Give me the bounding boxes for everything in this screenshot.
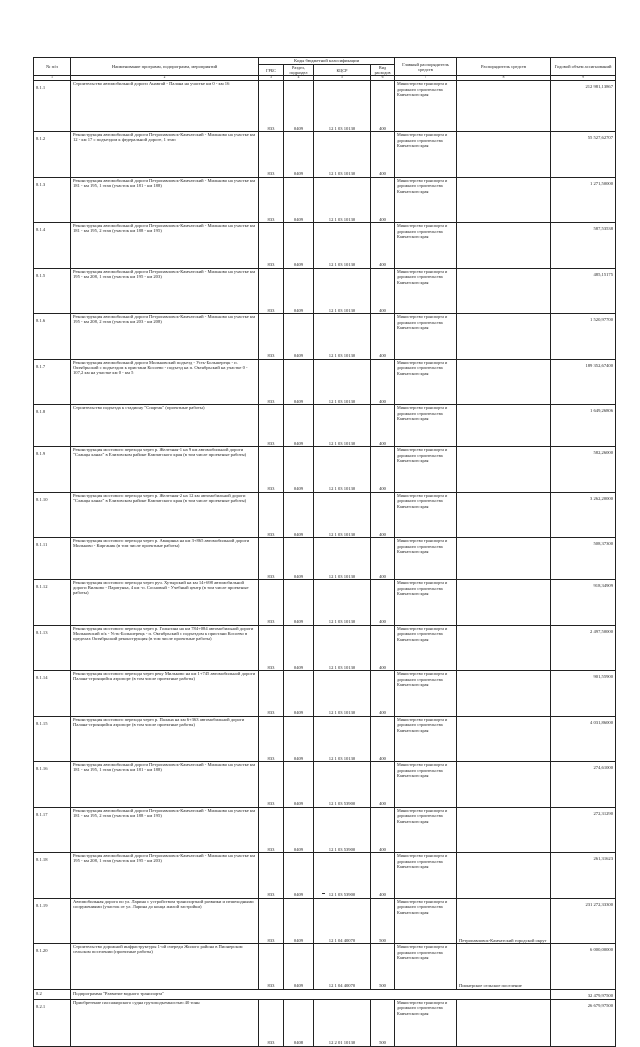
row-main-admin: Министерство транспорта и дорожного строительства Камчатского края <box>395 492 457 538</box>
row-amount: 189 352,67400 <box>551 359 616 405</box>
row-ksr: 12 1 03 10130 <box>314 492 371 538</box>
last-row-num: 8.2.1 <box>34 999 71 1046</box>
row-admin <box>457 716 551 762</box>
header-index-cell: 9 <box>551 76 616 81</box>
table-row <box>34 314 616 360</box>
row-vid: 400 <box>371 671 395 717</box>
row-ksr: 12 1 03 10130 <box>314 314 371 360</box>
row-grbs: 833 <box>259 405 284 447</box>
row-amount: 274,61000 <box>551 762 616 808</box>
row-grbs: 833 <box>259 177 284 223</box>
row-amount: 508,37300 <box>551 538 616 580</box>
row-grbs: 833 <box>259 716 284 762</box>
row-grbs: 833 <box>259 314 284 360</box>
row-amount: 3 262,20000 <box>551 492 616 538</box>
row-admin <box>457 762 551 808</box>
row-admin <box>457 314 551 360</box>
row-admin <box>457 177 551 223</box>
page-mark <box>322 893 325 894</box>
row-name: Реконструкция мостового перехода через р. Палана на км 6+363 автомобильной дороги Палана-строящийся аэропорт (в том числе проектные работы) <box>71 716 259 762</box>
row-admin <box>457 807 551 853</box>
row-ksr: 12 1 03 10130 <box>314 268 371 314</box>
row-number: 8.1.15 <box>34 716 71 762</box>
row-vid: 400 <box>371 853 395 899</box>
section-name: Подпрограмма "Развитие водного транспорта" <box>71 989 551 999</box>
row-razdel: 0409 <box>284 268 314 314</box>
header-codes: Коды бюджетной классификации <box>259 58 395 65</box>
row-admin <box>457 538 551 580</box>
row-number: 8.1.7 <box>34 359 71 405</box>
header-vid: Вид расходов <box>371 65 395 76</box>
row-admin <box>457 132 551 178</box>
row-vid: 500 <box>371 944 395 990</box>
section-number: 8.2 <box>34 989 71 999</box>
table-row <box>34 132 616 178</box>
row-amount: 1 520,97700 <box>551 314 616 360</box>
row-vid: 400 <box>371 762 395 808</box>
table-row <box>34 580 616 626</box>
row-number: 8.1.8 <box>34 405 71 447</box>
row-name: Реконструкция автомобильной дороги Петропавловск-Камчатский - Мильково на участке км 181 - км 195, 2 этап (участок км 188 - км 195) <box>71 807 259 853</box>
last-row-grbs: 833 <box>259 999 284 1046</box>
section-amount: 32 479,97500 <box>551 989 616 999</box>
row-vid: 400 <box>371 807 395 853</box>
table-row <box>34 807 616 853</box>
row-number: 8.1.9 <box>34 447 71 493</box>
row-amount: 212 981,13867 <box>551 81 616 132</box>
row-ksr: 12 1 04 40070 <box>314 898 371 944</box>
row-admin <box>457 580 551 626</box>
row-main-admin: Министерство транспорта и дорожного строительства Камчатского края <box>395 898 457 944</box>
row-vid: 500 <box>371 898 395 944</box>
row-number: 8.1.19 <box>34 898 71 944</box>
row-vid: 400 <box>371 580 395 626</box>
row-name: Реконструкция мостового перехода через р. Авацинка на км 3+865 автомобильной дороги Мильково - Кирганик (в том числе проектные работы) <box>71 538 259 580</box>
row-number: 8.1.17 <box>34 807 71 853</box>
budget-table <box>33 57 616 1047</box>
table-row <box>34 944 616 990</box>
row-number: 8.1.20 <box>34 944 71 990</box>
row-main-admin: Министерство транспорта и дорожного строительства Камчатского края <box>395 762 457 808</box>
row-amount: 587,53538 <box>551 223 616 269</box>
header-amount: Годовой объем ассигнований <box>551 58 616 76</box>
table-row <box>34 999 616 1046</box>
row-razdel: 0409 <box>284 762 314 808</box>
row-name: Автомобильная дорога по ул. Ларина с устройством транспортной развязки и пешеходными сооружениями (участок от ул. Ларина до конца жилой застройки) <box>71 898 259 944</box>
row-main-admin: Министерство транспорта и дорожного строительства Камчатского края <box>395 716 457 762</box>
row-razdel: 0409 <box>284 81 314 132</box>
row-main-admin: Министерство транспорта и дорожного строительства Камчатского края <box>395 268 457 314</box>
row-amount: 1 649,26806 <box>551 405 616 447</box>
row-number: 8.1.5 <box>34 268 71 314</box>
row-razdel: 0409 <box>284 223 314 269</box>
row-razdel: 0409 <box>284 447 314 493</box>
row-main-admin: Министерство транспорта и дорожного строительства Камчатского края <box>395 447 457 493</box>
row-grbs: 833 <box>259 625 284 671</box>
row-vid: 400 <box>371 447 395 493</box>
last-row-amount: 26 679,97500 <box>551 999 616 1046</box>
row-number: 8.1.14 <box>34 671 71 717</box>
header-index-cell: 7 <box>395 76 457 81</box>
row-vid: 400 <box>371 177 395 223</box>
row-amount: 261,31623 <box>551 853 616 899</box>
row-ksr: 12 1 03 10130 <box>314 625 371 671</box>
row-ksr: 12 1 03 10130 <box>314 132 371 178</box>
row-name: Строительство подъезда к стадиону "Спартак" (проектные работы) <box>71 405 259 447</box>
table-row <box>34 177 616 223</box>
budget-table-sheet <box>33 57 615 1047</box>
row-razdel: 0409 <box>284 807 314 853</box>
table-row <box>34 853 616 899</box>
row-name: Реконструкция автомобильной дороги Петропавловск-Камчатский - Мильково на участке км 195 - км 208, 1 этап (участок км 195 - км 203) <box>71 853 259 899</box>
row-razdel: 0409 <box>284 177 314 223</box>
row-vid: 400 <box>371 359 395 405</box>
row-name: Реконструкция мостового перехода через р. Железная-2 на 12 км автомобильной дороги "Сланцы канал" в Елизовском районе Камчатского края (в том числе проектные работы) <box>71 492 259 538</box>
row-amount: 231 272,33300 <box>551 898 616 944</box>
row-razdel: 0409 <box>284 314 314 360</box>
row-main-admin: Министерство транспорта и дорожного строительства Камчатского края <box>395 132 457 178</box>
row-number: 8.1.18 <box>34 853 71 899</box>
row-grbs: 833 <box>259 538 284 580</box>
row-name: Строительство автомобильной дороги Анавгай - Палана на участке км 0 - км 16 <box>71 81 259 132</box>
row-name: Реконструкция мостового перехода через руч. Хутырский на км 14+698 автомобильной дороги Вилково - Паратунка, 4 км -п. Сосновый - Учебный центр (в том числе проектные работы) <box>71 580 259 626</box>
row-admin <box>457 223 551 269</box>
table-row <box>34 538 616 580</box>
row-grbs: 833 <box>259 223 284 269</box>
table-row <box>34 625 616 671</box>
row-amount: 918,34909 <box>551 580 616 626</box>
row-grbs: 833 <box>259 762 284 808</box>
row-vid: 400 <box>371 223 395 269</box>
row-name: Реконструкция мостового перехода через реку Мильково на км 1+745 автомобильной дороги Палана-строящийся аэропорт (в том числе проектные работы) <box>71 671 259 717</box>
row-number: 8.1.1 <box>34 81 71 132</box>
row-grbs: 833 <box>259 944 284 990</box>
row-ksr: 12 1 03 10130 <box>314 538 371 580</box>
row-amount: 1 271,50000 <box>551 177 616 223</box>
table-row <box>34 223 616 269</box>
header-razdel: Раздел, подраздел <box>284 65 314 76</box>
table-row <box>34 716 616 762</box>
header-admin: Распорядитель средств <box>457 58 551 76</box>
row-grbs: 833 <box>259 853 284 899</box>
row-ksr: 12 1 03 10130 <box>314 447 371 493</box>
row-admin <box>457 268 551 314</box>
table-row <box>34 268 616 314</box>
row-main-admin: Министерство транспорта и дорожного строительства Камчатского края <box>395 81 457 132</box>
row-admin <box>457 853 551 899</box>
row-main-admin: Министерство транспорта и дорожного строительства Камчатского края <box>395 405 457 447</box>
header-index-cell: 1 <box>34 76 71 81</box>
row-number: 8.1.13 <box>34 625 71 671</box>
row-number: 8.1.12 <box>34 580 71 626</box>
row-number: 8.1.10 <box>34 492 71 538</box>
row-vid: 400 <box>371 625 395 671</box>
row-vid: 400 <box>371 314 395 360</box>
row-amount: 6 000,00000 <box>551 944 616 990</box>
row-number: 8.1.16 <box>34 762 71 808</box>
row-admin: Петропавловск-Камчатский городской округ <box>457 898 551 944</box>
last-row-vid: 500 <box>371 999 395 1046</box>
table-row <box>34 405 616 447</box>
table-row <box>34 81 616 132</box>
row-ksr: 12 1 03 10130 <box>314 177 371 223</box>
last-row-resp: Министерство транспорта и дорожного строительства Камчатского края <box>395 999 457 1046</box>
row-name: Реконструкция мостового перехода через р. Голыгина на км 784+084 автомобильной дороги Мильковский п/к - Усть-Большерецк - п. Октябрьский с подъездом к пристани Косоево в пределах Октябрьский реконструкция (в том числе проектные работы) <box>71 625 259 671</box>
row-ksr: 12 1 03 53900 <box>314 762 371 808</box>
header-num: № п/п <box>34 58 71 76</box>
row-number: 8.1.6 <box>34 314 71 360</box>
row-admin <box>457 671 551 717</box>
row-name: Реконструкция автомобильной дороги Мильковский подъезд - Усть-Большерецк - п. Октябрьский с подъездом к пристани Косоево - подъезд на п. Октябрьский на участке 0 - 107,2 км на участке км 0 - км 5 <box>71 359 259 405</box>
header-index-cell: 3 <box>259 76 284 81</box>
row-razdel: 0409 <box>284 359 314 405</box>
row-razdel: 0409 <box>284 853 314 899</box>
row-razdel: 0409 <box>284 671 314 717</box>
row-main-admin: Министерство транспорта и дорожного строительства Камчатского края <box>395 580 457 626</box>
row-name: Реконструкция автомобильной дороги Петропавловск-Камчатский - Мильково на участке км 195 - км 208, 2 этап (участок км 203 - км 208) <box>71 314 259 360</box>
row-name: Реконструкция автомобильной дороги Петропавловск-Камчатский - Мильково на участке км 12 - км 17 с подъездом к федеральной дороге, 1 этап <box>71 132 259 178</box>
row-number: 8.1.4 <box>34 223 71 269</box>
header-index-cell: 8 <box>457 76 551 81</box>
row-vid: 400 <box>371 716 395 762</box>
section-row <box>34 989 616 999</box>
row-admin <box>457 359 551 405</box>
header-name: Наименование программ, подпрограмм, мероприятий <box>71 58 259 76</box>
table-row <box>34 447 616 493</box>
row-vid: 400 <box>371 405 395 447</box>
row-ksr: 12 1 03 10130 <box>314 580 371 626</box>
row-admin <box>457 81 551 132</box>
last-row-ksr: 12 2 01 10130 <box>314 999 371 1046</box>
row-main-admin: Министерство транспорта и дорожного строительства Камчатского края <box>395 538 457 580</box>
row-ksr: 12 1 03 53900 <box>314 853 371 899</box>
row-number: 8.1.2 <box>34 132 71 178</box>
row-main-admin: Министерство транспорта и дорожного строительства Камчатского края <box>395 625 457 671</box>
header-index-cell: 4 <box>284 76 314 81</box>
row-ksr: 12 1 03 10130 <box>314 716 371 762</box>
row-admin <box>457 625 551 671</box>
row-grbs: 833 <box>259 132 284 178</box>
row-main-admin: Министерство транспорта и дорожного строительства Камчатского края <box>395 177 457 223</box>
row-admin: Пионерское сельское поселение <box>457 944 551 990</box>
row-ksr: 12 1 03 10130 <box>314 223 371 269</box>
row-grbs: 833 <box>259 580 284 626</box>
row-razdel: 0409 <box>284 944 314 990</box>
row-name: Строительство дорожной инфраструктуры 1-ой очереди Жилого района в Пионерском сельском поселении (проектные работы) <box>71 944 259 990</box>
row-razdel: 0409 <box>284 625 314 671</box>
table-row <box>34 359 616 405</box>
row-grbs: 833 <box>259 807 284 853</box>
row-ksr: 12 1 03 10130 <box>314 81 371 132</box>
row-grbs: 833 <box>259 81 284 132</box>
header-grbs: ГРБС <box>259 65 284 76</box>
row-ksr: 12 1 03 53900 <box>314 807 371 853</box>
row-vid: 400 <box>371 268 395 314</box>
row-amount: 2 497,50000 <box>551 625 616 671</box>
row-main-admin: Министерство транспорта и дорожного строительства Камчатского края <box>395 807 457 853</box>
row-razdel: 0409 <box>284 405 314 447</box>
row-main-admin: Министерство транспорта и дорожного строительства Камчатского края <box>395 223 457 269</box>
row-admin <box>457 492 551 538</box>
row-amount: 272,31290 <box>551 807 616 853</box>
budget-table-body <box>34 81 616 1047</box>
row-main-admin: Министерство транспорта и дорожного строительства Камчатского края <box>395 359 457 405</box>
row-amount: 55 527,62707 <box>551 132 616 178</box>
row-amount: 485,15175 <box>551 268 616 314</box>
row-main-admin: Министерство транспорта и дорожного строительства Камчатского края <box>395 671 457 717</box>
header-index-cell: 6 <box>371 76 395 81</box>
row-ksr: 12 1 03 10130 <box>314 405 371 447</box>
row-ksr: 12 1 03 10130 <box>314 359 371 405</box>
table-row <box>34 762 616 808</box>
row-number: 8.1.3 <box>34 177 71 223</box>
row-ksr: 12 1 03 10130 <box>314 671 371 717</box>
row-grbs: 833 <box>259 671 284 717</box>
row-razdel: 0409 <box>284 538 314 580</box>
row-amount: 582,26000 <box>551 447 616 493</box>
last-row-name: Приобретение пассажирского судна грузоподъемностью 40 тонн <box>71 999 259 1046</box>
row-vid: 400 <box>371 538 395 580</box>
header-index-cell: 5 <box>314 76 371 81</box>
row-name: Реконструкция автомобильной дороги Петропавловск-Камчатский - Мильково на участке км 181 - км 195, 1 этап (участок км 181 - км 188) <box>71 762 259 808</box>
row-razdel: 0409 <box>284 492 314 538</box>
row-grbs: 833 <box>259 492 284 538</box>
last-row-razdel: 0408 <box>284 999 314 1046</box>
row-name: Реконструкция автомобильной дороги Петропавловск-Камчатский - Мильково на участке км 181 - км 195, 2 этап (участок км 188 - км 195) <box>71 223 259 269</box>
row-vid: 400 <box>371 81 395 132</box>
row-admin <box>457 447 551 493</box>
row-main-admin: Министерство транспорта и дорожного строительства Камчатского края <box>395 314 457 360</box>
row-main-admin: Министерство транспорта и дорожного строительства Камчатского края <box>395 944 457 990</box>
row-name: Реконструкция автомобильной дороги Петропавловск-Камчатский - Мильково на участке км 195 - км 208, 1 этап (участок км 195 - км 203) <box>71 268 259 314</box>
row-grbs: 833 <box>259 898 284 944</box>
row-number: 8.1.11 <box>34 538 71 580</box>
header-main-admin: Главный распорядитель средств <box>395 58 457 76</box>
row-razdel: 0409 <box>284 898 314 944</box>
row-grbs: 833 <box>259 447 284 493</box>
table-row <box>34 492 616 538</box>
row-amount: 901,55900 <box>551 671 616 717</box>
table-row <box>34 671 616 717</box>
row-razdel: 0409 <box>284 580 314 626</box>
header-index-cell: 2 <box>71 76 259 81</box>
row-razdel: 0409 <box>284 716 314 762</box>
row-vid: 400 <box>371 132 395 178</box>
row-vid: 400 <box>371 492 395 538</box>
row-name: Реконструкция автомобильной дороги Петропавловск-Камчатский - Мильково на участке км 181 - км 195, 1 этап (участок км 181 - км 188) <box>71 177 259 223</box>
row-grbs: 833 <box>259 268 284 314</box>
row-amount: 4 031,86000 <box>551 716 616 762</box>
row-razdel: 0409 <box>284 132 314 178</box>
row-grbs: 833 <box>259 359 284 405</box>
last-row-admin <box>457 999 551 1046</box>
row-admin <box>457 405 551 447</box>
row-name: Реконструкция мостового перехода через р. Железная-1 на 9 км автомобильной дороги "Сланцы канал" в Елизовском районе Камчатского края (в том числе проектные работы) <box>71 447 259 493</box>
row-main-admin: Министерство транспорта и дорожного строительства Камчатского края <box>395 853 457 899</box>
header-ksr: КЦСР <box>314 65 371 76</box>
row-ksr: 12 1 04 40070 <box>314 944 371 990</box>
